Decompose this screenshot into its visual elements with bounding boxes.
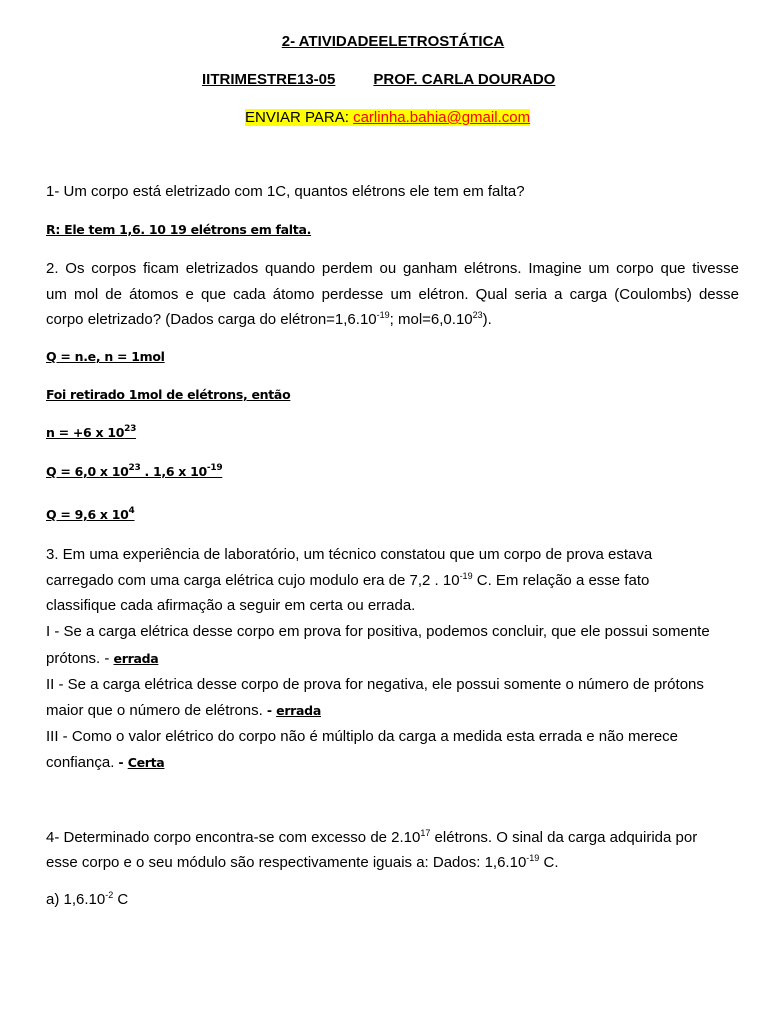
send-label: ENVIAR PARA: [245,109,349,126]
statement-ii-cont [46,702,321,719]
sol5-text: Q = 9,6 x 10 [46,507,129,522]
statement-i-answer: errada [113,651,159,666]
q3-exp: -19 [459,571,473,581]
q2-text-a: corpo eletrizado? (Dados carga do elétron=1,6.10 [46,311,377,328]
q2-text-b: ; mol=6,0.10 [389,311,473,328]
sol4-text-b: . 1,6 x 10 [140,464,207,479]
question-3-line-3: classifique cada afirmação a seguir em certa ou errada. [46,597,416,614]
q3-text-a: carregado com uma carga elétrica cujo modulo era de 7,2 . 10 [46,572,460,589]
sol4-text-a: Q = 6,0 x 10 [46,464,129,479]
teacher-text: PROF. CARLA DOURADO [373,71,556,88]
answer-1: R: Ele tem 1,6. 10 19 elétrons em falta. [46,222,312,237]
statement-iii-cont [46,754,164,771]
statement-iii-answer: Certa [127,755,165,770]
question-1: 1- Um corpo está eletrizado com 1C, quantos elétrons ele tem em falta? [46,183,525,200]
statement-ii: II - Se a carga elétrica desse corpo de prova for negativa, ele possui somente o número de prótons [46,676,704,693]
document-title: 2- ATIVIDADEELETROSTÁTICA [281,33,505,50]
q4-text-b: elétrons. O sinal da carga adquirida por [430,829,698,846]
q2-exp-1: -19 [376,310,390,320]
question-4-line-2 [46,854,558,871]
statement-iii: III - Como o valor elétrico do corpo não é múltiplo da carga a medida esta errada e não merece [46,728,679,745]
statement-ii-dash: - [266,702,277,719]
question-3-line-1: 3. Em uma experiência de laboratório, um técnico constatou que um corpo de prova estava [46,546,653,563]
term-text: IITRIMESTRE13-05 [202,71,336,88]
statement-i-tail: prótons. - [46,650,114,667]
option-a-exp: -2 [105,890,114,900]
question-2-line-2: um mol de átomos e que cada átomo perdesse um elétron. Qual seria a carga (Coulombs) desse [46,286,739,303]
solution-2-line-1: Q = n.e, n = 1mol [46,349,165,364]
q4-exp-1: 17 [420,828,431,838]
statement-ii-tail: maior que o número de elétrons. [46,702,267,719]
q4-text-a: 4- Determinado corpo encontra-se com excesso de 2.10 [46,829,421,846]
send-to-highlight [245,109,530,126]
q2-exp-2: 23 [472,310,483,320]
solution-2-line-3 [46,425,136,440]
option-a-text: a) 1,6.10 [46,891,106,908]
solution-2-line-2: Foi retirado 1mol de elétrons, então [46,387,291,402]
send-to-line [245,109,530,126]
sol3-exp: 23 [124,424,137,434]
statement-iii-dash: - [118,754,128,771]
option-a [46,891,128,908]
term-label [202,71,555,88]
question-3-line-2 [46,572,649,589]
q2-text-c: ). [482,311,492,328]
solution-2-line-4 [46,464,222,479]
option-a-unit: C [113,891,129,908]
question-4-line-1 [46,829,697,846]
question-2-line-3 [46,311,492,328]
sol4-exp-1: 23 [128,463,141,473]
sol4-exp-2: -19 [206,463,223,473]
question-2-line-1: 2. Os corpos ficam eletrizados quando perdem ou ganham elétrons. Imagine um corpo que tivesse [46,260,739,277]
email-link[interactable]: carlinha.bahia@gmail.com [353,109,531,126]
q3-text-b: C. Em relação a esse fato [472,572,650,589]
sol5-exp: 4 [128,506,135,516]
statement-i-cont [46,650,158,667]
statement-i: I - Se a carga elétrica desse corpo em prova for positiva, podemos concluir, que ele possui somente [46,623,710,640]
statement-ii-answer: errada [276,703,321,718]
q4-text-c: esse corpo e o seu módulo são respectivamente iguais a: Dados: 1,6.10 [46,854,527,871]
solution-2-line-5 [46,507,134,522]
statement-iii-tail: confiança. [46,754,119,771]
sol3-text: n = +6 x 10 [46,425,125,440]
q4-exp-2: -19 [526,853,540,863]
q4-text-d: C. [539,854,559,871]
